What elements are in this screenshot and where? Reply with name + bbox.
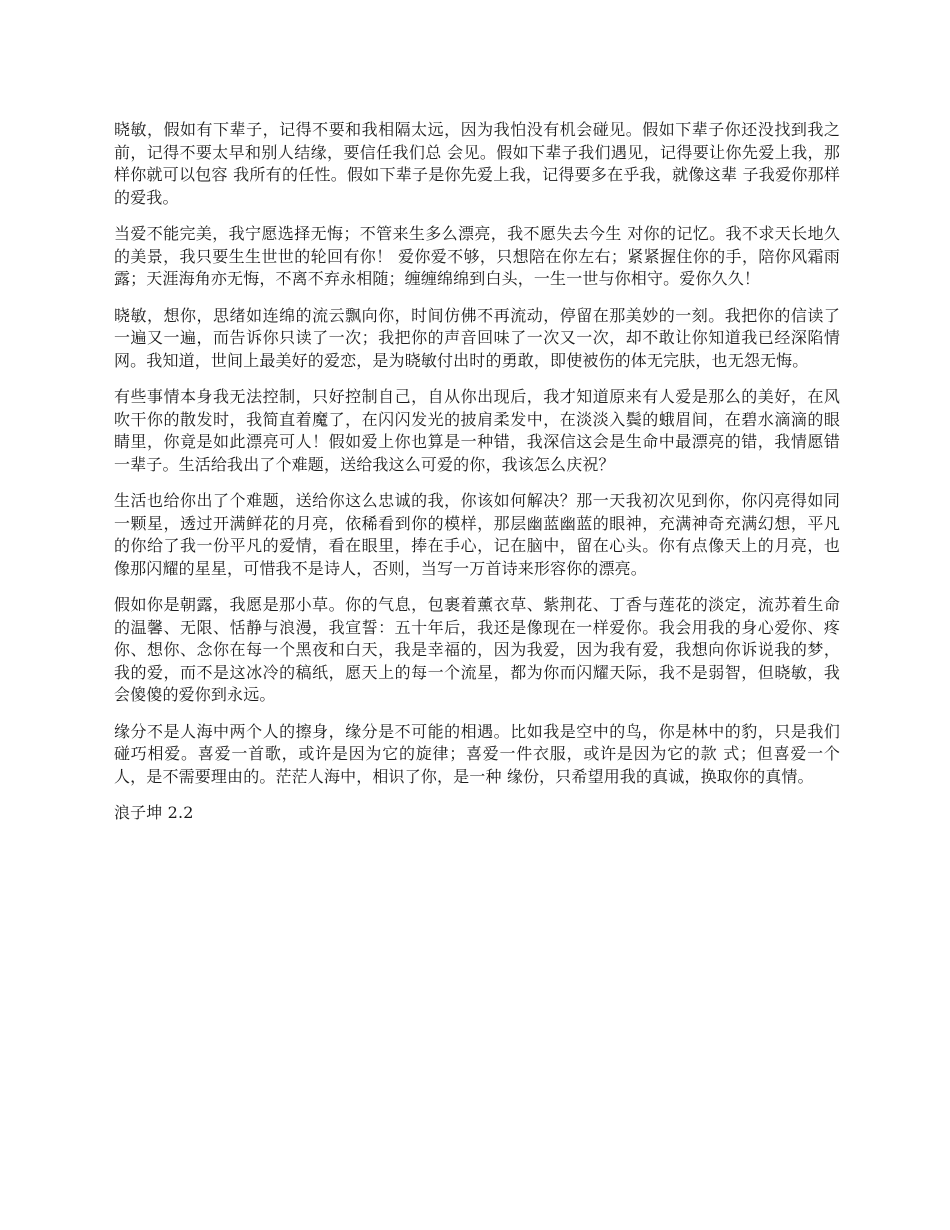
document-body [114,119,840,825]
paragraph-5: 生活也给你出了个难题，送给你这么忠诚的我，你该如何解决？那一天我初次见到你，你闪亮得如同一颗星，透过开满鲜花的月亮，依稀看到你的模样，那层幽蓝幽蓝的眼神，充满神奇充满幻想，平凡的你给了我一份平凡的爱情，看在眼里，捧在手心，记在脑中，留在心头。你有点像天上的月亮，也像那闪耀的星星，可惜我不是诗人，否则，当写一万首诗来形容你的漂亮。 [114,491,840,578]
paragraph-1: 晓敏，假如有下辈子，记得不要和我相隔太远，因为我怕没有机会碰见。假如下辈子你还没找到我之前，记得不要太早和别人结缘，要信任我们总 会见。假如下辈子我们遇见，记得要让你先爱上我，那样你就可以包容 我所有的任性。假如下辈子是你先爱上我，记得要多在乎我，就像这辈 子我爱你那样的爱我。 [114,120,840,207]
paragraph-6: 假如你是朝露，我愿是那小草。你的气息，包裹着薰衣草、紫荆花、丁香与莲花的淡定，流苏着生命的温馨、无限、恬静与浪漫，我宣誓：五十年后，我还是像现在一样爱你。我会用我的身心爱你、疼你、想你、念你在每一个黑夜和白天，我是幸福的，因为我爱，因为我有爱，我想向你诉说我的梦，我的爱，而不是这冰冷的稿纸，愿天上的每一个流星，都为你而闪耀天际，我不是弱智，但晓敏，我会傻傻的爱你到永远。 [114,595,840,704]
paragraph-7: 缘分不是人海中两个人的擦身，缘分是不可能的相遇。比如我是空中的鸟，你是林中的豹，只是我们碰巧相爱。喜爱一首歌，或许是因为它的旋律；喜爱一件衣服，或许是因为它的款 式；但喜爱一个人，是不需要理由的。茫茫人海中，相识了你，是一种 缘份，只希望用我的真诚，换取你的真情。 [114,721,840,786]
paragraph-4: 有些事情本身我无法控制，只好控制自己，自从你出现后，我才知道原来有人爱是那么的美好，在风吹干你的散发时，我简直着魔了，在闪闪发光的披肩柔发中，在淡淡入鬓的蛾眉间，在碧水滴滴的眼睛里，你竟是如此漂亮可人！假如爱上你也算是一种错，我深信这会是生命中最漂亮的错，我情愿错一辈子。生活给我出了个难题，送给我这么可爱的你，我该怎么庆祝？ [114,387,840,474]
signature: 浪子坤 2.2 [114,803,194,822]
paragraph-3: 晓敏，想你，思绪如连绵的流云飘向你，时间仿佛不再流动，停留在那美妙的一刻。我把你的信读了一遍又一遍，而告诉你只读了一次；我把你的声音回味了一次又一次，却不敢让你知道我已经深陷情网。我知道，世间上最美好的爱恋，是为晓敏付出时的勇敢，即使被伤的体无完肤，也无怨无悔。 [114,305,840,370]
paragraph-2: 当爱不能完美，我宁愿选择无悔；不管来生多么漂亮，我不愿失去今生 对你的记忆。我不求天长地久的美景，我只要生生世世的轮回有你！ 爱你爱不够，只想陪在你左右；紧紧握住你的手，陪你风霜雨露；天涯海角亦无悔，不离不弃永相随；缠缠绵绵到白头，一生一世与你相守。爱你久久！ [114,224,840,288]
